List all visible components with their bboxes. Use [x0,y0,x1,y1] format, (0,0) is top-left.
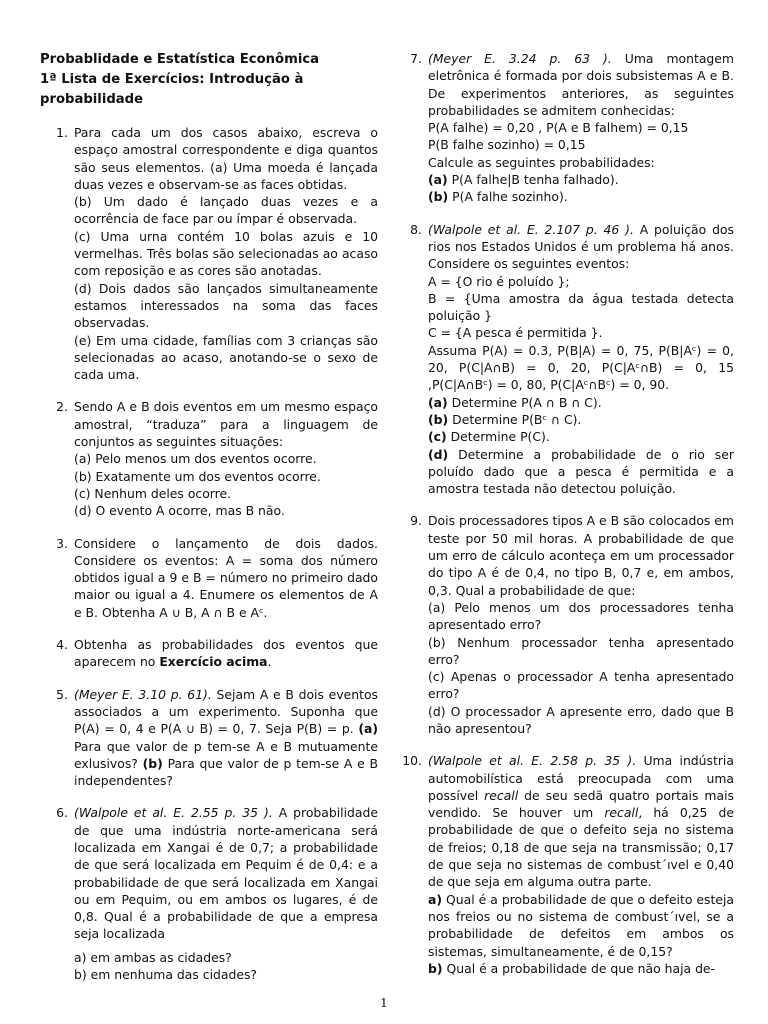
citation: (Meyer E. 3.24 p. 63 ). [428,51,612,66]
exercise-number: 4. [56,637,68,653]
exercise-line: P(A falhe) = 0,20 , P(A e B falhem) = 0,15 [428,120,689,136]
part-label: (c) [428,429,447,445]
part-text: Determine P(C). [450,429,550,445]
exercise-number: 1. [56,125,68,140]
exercise-line: Calcule as seguintes probabilidades: [428,154,655,170]
part-label: (d) [428,446,449,462]
exercise-text [74,636,378,671]
exercise-part: (c) Apenas o processador A tenha apresentado erro? [428,669,734,702]
exercise-text [428,221,734,273]
document-title [40,50,378,110]
exercise-text-main: A poluição dos rios nos Estados Unidos é um problema há anos. Considere os seguintes eventos: [428,221,734,272]
exercise-text [428,752,734,890]
exercise-text-main: , há 0,25 de probabilidade de que o defeito seja no sistema de freios; 0,18 de que seja na transmissão; 0,17 de que seja no sistemas de combust´ıvel e 0,40 de que seja em alguma outra parte. [428,805,734,890]
exercise-part: (c) Uma urna contém 10 bolas azuis e 10 vermelhas. Três bolas são selecionadas ao acaso com reposição e as cores são anotadas. [74,228,378,279]
exercise-number: 7. [410,51,422,66]
title-line: 1ª Lista de Exercícios: Introdução à [40,72,304,87]
exercise-part: (a) Pelo menos um dos processadores tenha apresentado erro? [428,599,734,633]
part-label: b) [428,960,443,976]
exercise-text [74,804,378,942]
exercise-part: (d) Dois dados são lançados simultaneamente estamos interessados na soma das faces observadas. [74,280,378,331]
part-text: P(A falhe sozinho). [452,189,568,205]
recall-term: recall [484,787,519,803]
part-text: P(A falhe|B tenha falhado). [451,172,619,188]
exercise-part: (d) O processador A apresente erro, dado que B não apresentou? [428,703,734,736]
exercise-text-main: de seu sedã quatro portais mais vendido. Se houver um [428,787,734,821]
exercise-6 [40,804,378,983]
exercise-9 [400,512,734,737]
exercise-number: 3. [56,535,68,551]
exercise-part: Para que valor de p tem-se A e B mutuamente exlusivos? [74,738,378,771]
event-definition: A = {O rio é poluído }; [428,273,570,289]
exercise-part [428,428,734,445]
part-label: (a) [358,721,378,737]
right-column [400,50,734,992]
exercise-part: (b) Um dado é lançado duas vezes e a ocorrência de face par ou ímpar é observada. [74,194,378,227]
exercise-text-main: Sejam A e B dois eventos associados a um experimento. Suponha que P(A) = 0, 4 e P(A ∪ B) = 0, 7. Seja P(B) = p. [74,686,379,737]
exercise-part: (a) Pelo menos um dos eventos ocorre. [74,451,317,467]
exercise-5 [40,686,378,790]
exercise-number: 6. [56,805,68,821]
exercise-number: 5. [56,686,68,702]
exercise-text: Dois processadores tipos A e B são colocados em teste por 50 mil horas. A probabilidade de que um erro de cálculo aconteça em um processador do tipo A é de 0,4, no tipo B, 0,7 e, em ambos, 0,3. Qual a probabilidade de que: [428,513,734,598]
recall-term: recall [604,805,639,821]
exercise-part: (b) Nenhum processador tenha apresentado erro? [428,634,734,667]
exercise-part [428,891,734,960]
exercise-text-main: Obtenha as probabilidades dos eventos que aparecem no [74,637,378,670]
part-label: (b) [428,189,449,205]
exercise-1 [40,124,378,383]
exercise-part: (d) O evento A ocorre, mas B não. [74,503,285,519]
part-label: (b) [142,755,163,771]
exercise-part: (b) Exatamente um dos eventos ocorre. [74,468,321,484]
part-text: Determine a probabilidade de o rio ser poluído dado que a pesca é permitida e a amostra testada não detectou poluição. [428,446,734,497]
part-text: Determine P(A ∩ B ∩ C). [451,394,602,410]
event-definition: C = {A pesca é permitida }. [428,325,603,341]
exercise-4 [40,636,378,671]
part-label: (b) [428,411,449,427]
exercise-text-main: A probabilidade de que uma indústria norte-americana será localizada em Xangai é de 0,7; a probabilidade de que será localizada em Pequim é de 0,4: e a probabilidade de que será localizada em Xangai ou em Pequim, ou em ambos os lugares, é de 0,8. Qual é a probabilidade de que a empresa seja localizada [74,805,378,942]
exercise-text: Para cada um dos casos abaixo, escreva o espaço amostral correspondente e diga quantos são seus elementos. (a) Uma moeda é lançada duas vezes e observam-se as faces obtidas. [74,125,378,192]
exercise-text-main: Uma indústria automobilística está preocupada com uma possível [428,753,734,803]
exercise-part: (e) Em uma cidade, famílias com 3 crianças são selecionadas ao acaso, anotando-se o sexo de cada uma. [74,332,378,383]
exercise-2 [40,398,378,519]
exercise-part [428,188,734,205]
citation: (Walpole et al. E. 2.107 p. 46 ). [428,221,634,237]
exercise-text [428,50,734,119]
part-text: Qual é a probabilidade de que não haja de- [446,960,716,976]
exercise-text-main: Uma montagem eletrônica é formada por dois subsistemas A e B. De experimentos anteriores, as seguintes probabilidades se admitem conhecidas: [428,51,734,118]
exercise-8 [400,221,734,498]
exercise-part: Para que valor de p tem-se A e B independentes? [74,755,378,789]
exercise-line: P(B falhe sozinho) = 0,15 [428,137,586,153]
citation: (Meyer E. 3.10 p. 61). [74,686,212,702]
part-label: (a) [428,394,448,410]
exercise-number: 2. [56,399,68,415]
citation: (Walpole et al. E. 2.58 p. 35 ). [428,753,637,769]
exercise-text [74,686,378,790]
exercise-part [428,960,734,977]
page-number: 1 [380,996,388,1010]
exercise-part: a) em ambas as cidades? [74,949,232,965]
part-label: (a) [428,172,448,188]
title-line: probabilidade [40,92,144,107]
exercise-part [428,411,734,428]
exercise-7 [400,50,734,206]
exercise-number: 8. [410,221,422,237]
exercise-part: (c) Nenhum deles ocorre. [74,485,232,501]
exercise-text: Sendo A e B dois eventos em um mesmo espaço amostral, “traduza” para a linguagem de conjuntos as seguintes situações: [74,399,378,450]
part-label: a) [428,891,443,907]
part-text: Qual é a probabilidade de que o defeito esteja nos freios ou no sistema de combust´ıvel, se a probabilidade de defeitos em ambos os sistemas, simultaneamente, é de 0,15? [428,891,734,959]
exercise-part [428,171,734,188]
exercise-part [428,446,734,498]
exercise-reference-bold: Exercício acima [159,654,268,670]
exercise-number: 10. [402,753,422,769]
exercise-part [428,394,734,411]
exercise-text: Considere o lançamento de dois dados. Considere os eventos: A = soma dos número obtidos igual a 9 e B = número no primeiro dado maior ou igual a 4. Enumere os elementos de A e B. Obtenha A ∪ B, A ∩ B e Aᶜ. [74,535,378,620]
event-definition: B = {Uma amostra da água testada detecta poluição } [428,290,734,324]
exercise-10 [400,752,734,977]
citation: (Walpole et al. E. 2.55 p. 35 ). [74,805,273,821]
title-line: Probablidade e Estatística Econômica [40,52,320,67]
exercise-part: b) em nenhuma das cidades? [74,967,257,983]
part-text: Determine P(Bᶜ ∩ C). [452,411,582,427]
left-column [40,50,378,998]
exercise-3 [40,535,378,621]
exercise-number: 9. [410,513,422,529]
period: . [267,654,272,670]
assumptions: Assuma P(A) = 0.3, P(B|A) = 0, 75, P(B|Aᶜ) = 0, 20, P(C|A∩B) = 0, 20, P(C|Aᶜ∩B) = 0, 15 ,P(C|A∩Bᶜ) = 0, 80, P(C|Aᶜ∩Bᶜ) = 0, 90. [428,342,734,393]
